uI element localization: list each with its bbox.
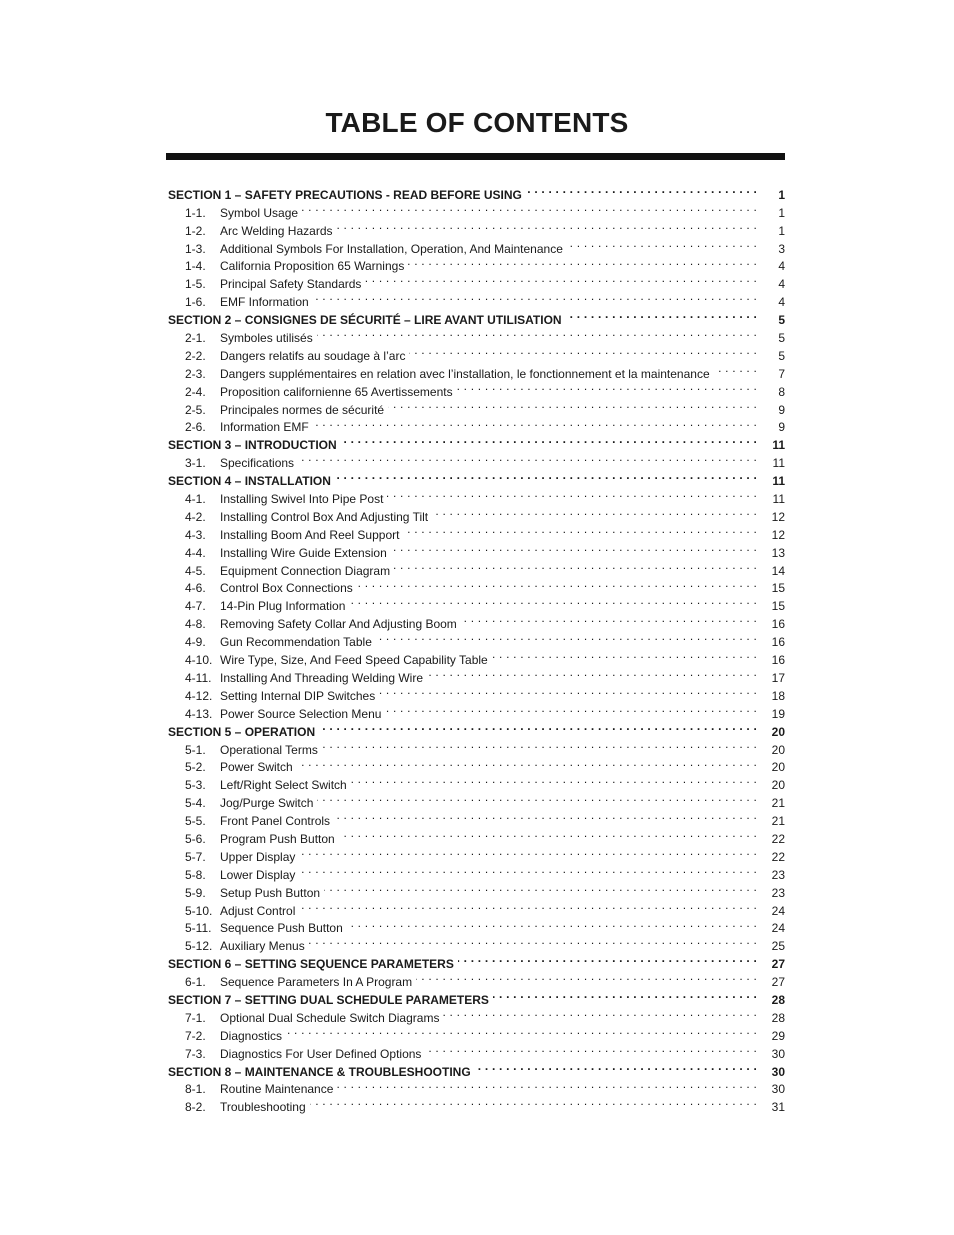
toc-entry-title: Lower Display — [220, 867, 296, 882]
toc-entry-title: Gun Recommendation Table — [220, 635, 372, 650]
toc-page-number: 8 — [778, 384, 785, 399]
toc-entry-number: 8-1. — [185, 1082, 206, 1097]
toc-page-number: 31 — [771, 1100, 785, 1115]
toc-dot-leader — [566, 306, 757, 324]
toc-dot-leader — [313, 414, 757, 432]
toc-page-number: 30 — [771, 1046, 785, 1061]
toc-entry-number: 5-12. — [185, 939, 213, 954]
toc-entry-title: Setup Push Button — [220, 885, 321, 900]
toc-entry-number: 5-11. — [185, 921, 212, 936]
toc-page-number: 3 — [778, 241, 785, 256]
toc-dot-leader — [313, 288, 757, 306]
toc-dot-leader — [391, 539, 757, 557]
toc-page-number: 19 — [771, 706, 785, 721]
toc-entry-title: Installing Boom And Reel Support — [220, 527, 400, 542]
toc-dot-leader — [286, 1022, 757, 1040]
toc-page-number: 18 — [771, 688, 785, 703]
toc-page-number: 11 — [772, 438, 785, 453]
page-title: TABLE OF CONTENTS — [325, 107, 629, 138]
toc-entry-number: 4-11. — [185, 670, 212, 685]
toc-entry-title: Arc Welding Hazards — [220, 223, 333, 238]
toc-dot-leader — [341, 431, 757, 449]
toc-dot-leader — [334, 807, 757, 825]
toc-entry-title: Jog/Purge Switch — [220, 796, 314, 811]
toc-dot-leader — [427, 664, 757, 682]
toc-page-number: 20 — [771, 778, 785, 793]
toc-entry-title: 14-Pin Plug Information — [220, 599, 346, 614]
toc-entry-title: Upper Display — [220, 849, 296, 864]
toc-dot-leader — [357, 575, 757, 593]
toc-entry-title: Dangers relatifs au soudage à l’arc — [220, 348, 406, 363]
toc-entry-number: 5-10. — [185, 903, 213, 918]
toc-page-number: 16 — [771, 653, 785, 668]
toc-entry-number: 7-3. — [185, 1046, 206, 1061]
toc-page-number: 27 — [771, 975, 785, 990]
toc-dot-leader — [302, 199, 757, 217]
toc-page-number: 11 — [772, 456, 785, 471]
toc-dot-leader — [475, 1058, 757, 1076]
toc-entry-number: 4-2. — [185, 509, 206, 524]
toc-dot-leader — [458, 950, 757, 968]
toc-page-number: 15 — [771, 581, 785, 596]
toc-entry-number: 2-3. — [185, 366, 206, 381]
toc-entry-title: Installing Swivel Into Pipe Post — [220, 492, 384, 507]
toc-entry-number: 6-1. — [185, 975, 206, 990]
toc-entry-number: 5-2. — [185, 760, 206, 775]
toc-page-number: 14 — [771, 563, 785, 578]
toc-entry-title: SECTION 1 – SAFETY PRECAUTIONS - READ BEFORE USING — [168, 187, 522, 202]
toc-dot-leader — [714, 360, 757, 378]
toc-entry-number: 5-3. — [185, 778, 206, 793]
toc-dot-leader — [379, 682, 757, 700]
toc-page-number: 20 — [771, 724, 785, 739]
toc-dot-leader — [526, 181, 757, 199]
toc-page-number: 20 — [771, 760, 785, 775]
toc-entry-title: Front Panel Controls — [220, 814, 331, 829]
toc-page-number: 11 — [772, 474, 785, 489]
toc-entry-number: 1-5. — [185, 277, 206, 292]
toc-entry-title: Equipment Connection Diagram — [220, 563, 391, 578]
toc-entry-number: 1-4. — [185, 259, 206, 274]
toc-dot-leader — [299, 897, 757, 915]
toc-entry-number: 2-4. — [185, 384, 206, 399]
toc-entry-title: Diagnostics For User Defined Options — [220, 1046, 422, 1061]
toc-dot-leader — [351, 771, 757, 789]
toc-entry-number: 2-5. — [185, 402, 206, 417]
toc-entry-number: 4-12. — [185, 688, 213, 703]
toc-entry-number: 4-9. — [185, 635, 206, 650]
toc-dot-leader — [298, 449, 757, 467]
toc-page-number: 5 — [778, 313, 785, 328]
toc-page-number: 22 — [771, 831, 785, 846]
toc-entry-number: 5-1. — [185, 742, 206, 757]
toc-entry-title: SECTION 2 – CONSIGNES DE SÉCURITÉ – LIRE AVANT UTILISATION — [168, 313, 562, 328]
toc-dot-leader — [337, 217, 758, 235]
toc-dot-leader — [409, 342, 757, 360]
toc-dot-leader — [347, 915, 757, 933]
toc-entry-title: Power Source Selection Menu — [220, 706, 382, 721]
toc-entry-number: 1-6. — [185, 295, 206, 310]
toc-dot-leader — [493, 986, 757, 1004]
toc-entry-number: 4-5. — [185, 563, 206, 578]
toc-page-number: 4 — [778, 295, 785, 310]
toc-dot-leader — [457, 378, 757, 396]
toc-dot-leader — [317, 324, 757, 342]
toc-entry-title: Installing Control Box And Adjusting Tilt — [220, 509, 429, 524]
toc-page-number: 29 — [771, 1028, 785, 1043]
toc-page-number: 1 — [778, 223, 785, 238]
toc-page-number: 21 — [771, 796, 785, 811]
toc-dot-leader — [408, 253, 757, 271]
toc-entry-title: Sequence Push Button — [220, 921, 343, 936]
toc-entry-number: 5-9. — [185, 885, 206, 900]
toc-page-number: 27 — [771, 957, 785, 972]
toc-entry-number: 2-6. — [185, 420, 206, 435]
toc-dot-leader — [567, 235, 757, 253]
toc-dot-leader — [403, 521, 757, 539]
toc-entry-title: Adjust Control — [220, 903, 296, 918]
toc-dot-leader — [299, 861, 757, 879]
toc-dot-leader — [416, 968, 757, 986]
toc-entry-number: 1-2. — [185, 223, 206, 238]
table-of-contents — [168, 181, 785, 1115]
toc-dot-leader — [322, 736, 757, 754]
toc-entry-title: Installing Wire Guide Extension — [220, 545, 387, 560]
toc-entry-number: 4-8. — [185, 617, 206, 632]
toc-entry-title: Installing And Threading Welding Wire — [220, 670, 424, 685]
toc-entry-title: Symboles utilisés — [220, 331, 313, 346]
toc-entry-title: Specifications — [220, 456, 295, 471]
toc-page-number: 13 — [771, 545, 785, 560]
toc-entry-number: 4-13. — [185, 706, 213, 721]
toc-page-number: 16 — [771, 635, 785, 650]
toc-entry-title: SECTION 3 – INTRODUCTION — [168, 438, 337, 453]
toc-dot-leader — [394, 557, 757, 575]
toc-entry-number: 4-6. — [185, 581, 206, 596]
toc-entry-title: Principal Safety Standards — [220, 277, 362, 292]
toc-entry-title: California Proposition 65 Warnings — [220, 259, 405, 274]
toc-dot-leader — [339, 825, 757, 843]
toc-page-number: 12 — [771, 527, 785, 542]
toc-dot-leader — [319, 718, 757, 736]
toc-page-number: 25 — [771, 939, 785, 954]
toc-dot-leader — [349, 592, 757, 610]
toc-dot-leader — [443, 1004, 757, 1022]
toc-entry-title: Wire Type, Size, And Feed Speed Capability Table — [220, 653, 488, 668]
toc-page-number: 5 — [778, 331, 785, 346]
toc-page-number: 9 — [778, 402, 785, 417]
toc-page-number: 30 — [771, 1064, 785, 1079]
toc-page-number: 12 — [771, 509, 785, 524]
toc-entry-title: Removing Safety Collar And Adjusting Boom — [220, 617, 457, 632]
toc-entry-title: Control Box Connections — [220, 581, 353, 596]
toc-entry-title: Symbol Usage — [220, 205, 299, 220]
toc-entry-number: 3-1. — [185, 456, 206, 471]
toc-entry-title: Routine Maintenance — [220, 1082, 334, 1097]
toc-entry-number: 4-4. — [185, 545, 206, 560]
toc-entry-title: SECTION 7 – SETTING DUAL SCHEDULE PARAMETERS — [168, 992, 489, 1007]
toc-dot-leader — [432, 503, 757, 521]
toc-entry-title: SECTION 4 – INSTALLATION — [168, 474, 331, 489]
toc-entry-number: 1-3. — [185, 241, 206, 256]
toc-entry-number: 5-7. — [185, 849, 206, 864]
toc-page-number: 17 — [771, 670, 785, 685]
toc-entry-number: 2-2. — [185, 348, 206, 363]
toc-page-number: 21 — [771, 814, 785, 829]
toc-page-number: 4 — [778, 259, 785, 274]
toc-entry-title: Information EMF — [220, 420, 309, 435]
toc-entry-title: Sequence Parameters In A Program — [220, 975, 413, 990]
toc-entry-title: Troubleshooting — [220, 1100, 306, 1115]
toc-page-number: 20 — [771, 742, 785, 757]
toc-page-number: 28 — [771, 992, 785, 1007]
toc-dot-leader — [337, 1076, 757, 1094]
toc-entry-number: 4-10. — [185, 653, 213, 668]
toc-dot-leader — [387, 485, 757, 503]
toc-page-number: 9 — [778, 420, 785, 435]
toc-entry-title: Dangers supplémentaires en relation avec l’installation, le fonctionnement et la maintenance — [220, 366, 710, 381]
toc-entry-title: Power Switch — [220, 760, 293, 775]
toc-dot-leader — [492, 646, 757, 664]
toc-entry-title: SECTION 6 – SETTING SEQUENCE PARAMETERS — [168, 957, 454, 972]
toc-page-number: 7 — [778, 366, 785, 381]
toc-entry-number: 7-2. — [185, 1028, 206, 1043]
toc-dot-leader — [299, 843, 757, 861]
toc-dot-leader — [309, 932, 757, 950]
toc-entry-title: Additional Symbols For Installation, Operation, And Maintenance — [220, 241, 563, 256]
toc-entry-title: Diagnostics — [220, 1028, 283, 1043]
toc-entry-number: 7-1. — [185, 1010, 206, 1025]
toc-section-entry[interactable] — [168, 181, 785, 202]
toc-entry-title: EMF Information — [220, 295, 309, 310]
toc-entry-number: 4-1. — [185, 492, 206, 507]
toc-dot-leader — [297, 754, 757, 772]
toc-page-number: 22 — [771, 849, 785, 864]
toc-entry-number: 5-5. — [185, 814, 206, 829]
toc-dot-leader — [365, 270, 757, 288]
toc-entry-number: 1-1. — [185, 205, 206, 220]
toc-page-number: 15 — [771, 599, 785, 614]
toc-dot-leader — [335, 467, 757, 485]
toc-entry-title: Operational Terms — [220, 742, 318, 757]
toc-entry-title: Optional Dual Schedule Switch Diagrams — [220, 1010, 440, 1025]
toc-page-number: 1 — [778, 187, 785, 202]
toc-page-number: 24 — [771, 903, 785, 918]
toc-dot-leader — [385, 700, 757, 718]
toc-page-number: 5 — [778, 348, 785, 363]
toc-entry-title: SECTION 5 – OPERATION — [168, 724, 316, 739]
toc-dot-leader — [425, 1040, 757, 1058]
toc-dot-leader — [310, 1093, 757, 1111]
toc-entry-number: 5-4. — [185, 796, 206, 811]
toc-dot-leader — [317, 789, 757, 807]
toc-dot-leader — [324, 879, 757, 897]
toc-page-number: 24 — [771, 921, 785, 936]
toc-dot-leader — [461, 610, 757, 628]
toc-dot-leader — [388, 396, 757, 414]
title-divider — [166, 153, 785, 160]
toc-entry-number: 5-6. — [185, 831, 206, 846]
toc-page-number: 30 — [771, 1082, 785, 1097]
toc-dot-leader — [376, 628, 757, 646]
toc-entry-number: 2-1. — [185, 331, 206, 346]
toc-page-number: 28 — [771, 1010, 785, 1025]
toc-entry-title: Proposition californienne 65 Avertissements — [220, 384, 453, 399]
toc-entry-number: 8-2. — [185, 1100, 206, 1115]
toc-page-number: 16 — [771, 617, 785, 632]
toc-entry-title: Program Push Button — [220, 831, 335, 846]
toc-page-number: 4 — [778, 277, 785, 292]
toc-entry-title: SECTION 8 – MAINTENANCE & TROUBLESHOOTING — [168, 1064, 471, 1079]
toc-page-number: 11 — [772, 492, 785, 507]
toc-entry-number: 4-7. — [185, 599, 206, 614]
toc-entry-title: Auxiliary Menus — [220, 939, 305, 954]
toc-page-number: 23 — [771, 885, 785, 900]
toc-page-number: 23 — [771, 867, 785, 882]
toc-entry-title: Setting Internal DIP Switches — [220, 688, 376, 703]
toc-entry-title: Principales normes de sécurité — [220, 402, 385, 417]
toc-entry-number: 5-8. — [185, 867, 206, 882]
toc-entry-title: Left/Right Select Switch — [220, 778, 347, 793]
toc-page-number: 1 — [778, 205, 785, 220]
toc-entry-number: 4-3. — [185, 527, 206, 542]
